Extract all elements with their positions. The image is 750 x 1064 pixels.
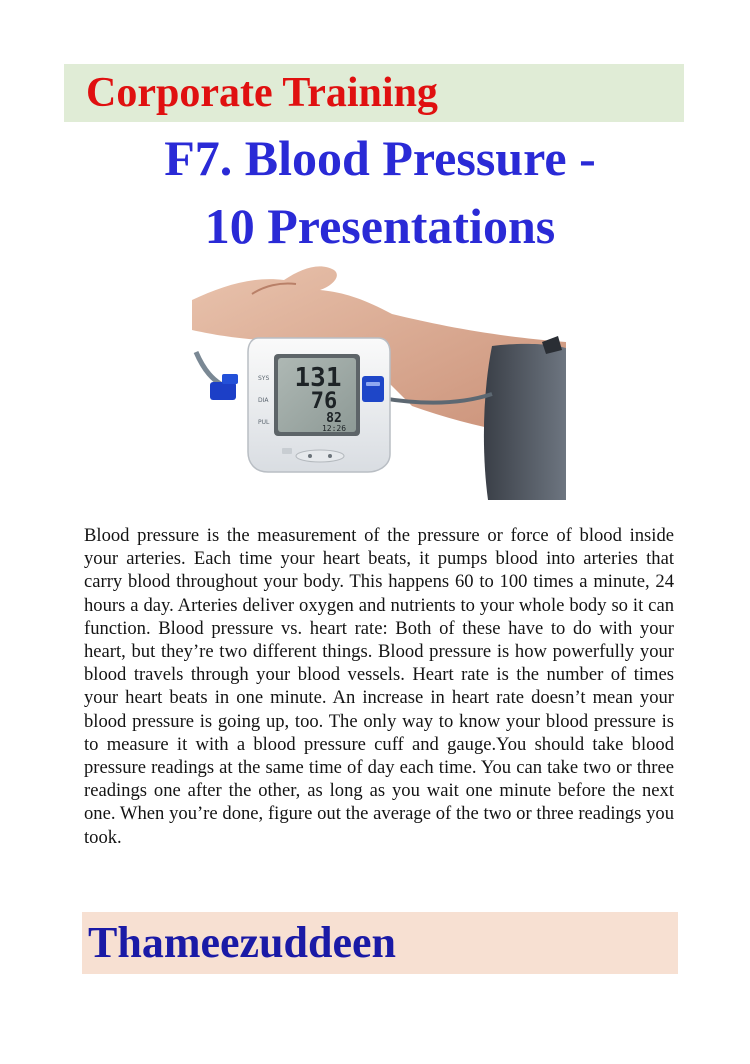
header-band — [64, 64, 684, 122]
start-button-graphic — [362, 376, 384, 402]
header-label: Corporate Training — [86, 70, 438, 116]
lcd-time: 12:26 — [321, 424, 347, 433]
lcd-diastolic: 76 — [310, 389, 338, 414]
document-title-line-2: 10 Presentations — [204, 198, 556, 254]
blood-pressure-monitor-icon — [192, 256, 566, 500]
lcd-pulse: 82 — [326, 411, 342, 426]
lcd-systolic: 131 — [294, 363, 342, 393]
label-sys: SYS — [258, 375, 270, 382]
footer-band — [82, 912, 678, 974]
label-dia: DIA — [258, 397, 269, 404]
document-title-line-1: F7. Blood Pressure - — [164, 130, 596, 186]
body-paragraph: Blood pressure is the measurement of the pressure or force of blood inside your arteries. Each time your heart beats, it pumps blood into arteries that carry blood throughout your body. This happens 60 to 100 times a minute, 24 hours a day. Arteries deliver oxygen and nutrients to your whole body so it can function. Blood pressure vs. heart rate: Both of these have to do with your heart, but they’re two different things. Blood pressure is how powerfully your blood travels through your blood vessels. Heart rate is the number of times your heart beats in one minute. An increase in heart rate doesn’t mean your blood pressure is going up, too. The only way to know your blood pressure is to measure it with a blood pressure cuff and gauge.You should take blood pressure readings at the same time of day each time. You can take two or three readings one after the other, as long as you wait one minute before the next one. When you’re done, figure out the average of the two or three readings you took. — [84, 525, 674, 848]
author-name: Thameezuddeen — [88, 918, 396, 967]
blood-pressure-monitor-photo — [192, 256, 566, 500]
label-pul: PUL — [258, 419, 270, 426]
